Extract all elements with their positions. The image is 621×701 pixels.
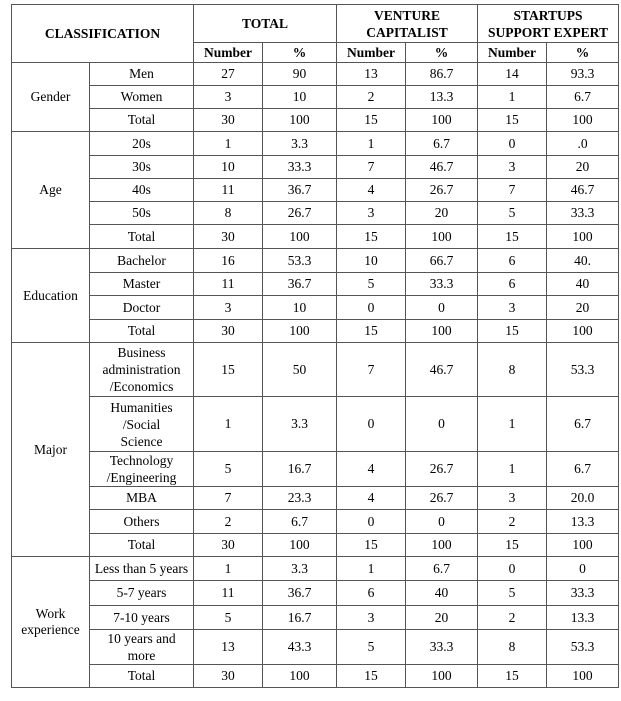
table-row	[12, 452, 619, 487]
vc-percent-cell: 100	[406, 109, 478, 132]
group-label-line: Age	[39, 182, 62, 197]
vc-number-cell: 3	[337, 606, 406, 630]
table-row	[12, 630, 619, 665]
vc-percent-cell: 6.7	[406, 557, 478, 581]
table-row	[12, 156, 619, 179]
total-percent-cell: 3.3	[263, 397, 337, 452]
ss-number-cell: 0	[478, 557, 547, 581]
vc-number-cell: 15	[337, 109, 406, 132]
row-label-line: Total	[127, 112, 156, 127]
table-row	[12, 86, 619, 109]
total-percent-cell: 6.7	[263, 510, 337, 534]
table-row	[12, 343, 619, 397]
group-label	[12, 557, 90, 688]
total-number-cell: 30	[194, 320, 263, 343]
row-label-line: /Economics	[109, 379, 174, 394]
ss-percent-cell: 6.7	[547, 397, 619, 452]
ss-percent-cell: 20	[547, 156, 619, 179]
row-label-line: 7-10 years	[113, 609, 170, 625]
row-label	[90, 397, 194, 452]
total-percent-cell: 100	[263, 225, 337, 249]
total-percent-cell: 43.3	[263, 630, 337, 665]
total-number-cell: 11	[194, 273, 263, 296]
row-label	[90, 179, 194, 202]
row-label-line: 50s	[132, 205, 151, 220]
ss-number-cell: 0	[478, 132, 547, 156]
row-label-line: Technology	[109, 453, 174, 468]
row-label	[90, 534, 194, 557]
total-percent-cell: 10	[263, 296, 337, 320]
row-label	[90, 320, 194, 343]
ss-number-header: Number	[478, 43, 547, 63]
vc-percent-cell: 46.7	[406, 343, 478, 397]
vc-number-cell: 4	[337, 179, 406, 202]
total-number-cell: 11	[194, 179, 263, 202]
row-label	[90, 581, 194, 606]
total-number-cell: 15	[194, 343, 263, 397]
row-label	[90, 249, 194, 273]
row-label-line: Master	[122, 276, 161, 291]
total-number-cell: 7	[194, 487, 263, 510]
total-percent-cell: 100	[263, 320, 337, 343]
ss-number-cell: 15	[478, 225, 547, 249]
table-row	[12, 397, 619, 452]
table-row	[12, 296, 619, 320]
row-label-line: Total	[127, 537, 156, 552]
ss-number-cell: 1	[478, 86, 547, 109]
row-label-line: /Social	[122, 416, 161, 432]
row-label	[90, 225, 194, 249]
total-percent-cell: 50	[263, 343, 337, 397]
vc-percent-cell: 46.7	[406, 156, 478, 179]
ss-percent-cell: .0	[547, 132, 619, 156]
vc-percent-cell: 13.3	[406, 86, 478, 109]
ss-number-cell: 1	[478, 397, 547, 452]
classification-table	[11, 4, 619, 688]
row-label-line: more	[127, 648, 156, 663]
row-label-line: administration	[102, 362, 181, 377]
total-number-cell: 5	[194, 452, 263, 487]
vc-percent-cell: 100	[406, 665, 478, 688]
table-row	[12, 487, 619, 510]
total-number-cell: 1	[194, 397, 263, 452]
total-number-cell: 1	[194, 132, 263, 156]
ss-number-cell: 15	[478, 109, 547, 132]
ss-number-cell: 5	[478, 581, 547, 606]
row-label-line: 30s	[132, 159, 151, 174]
vc-number-cell: 5	[337, 630, 406, 665]
ss-percent-cell: 40	[547, 273, 619, 296]
row-label-line: /Engineering	[106, 470, 177, 485]
vc-number-cell: 0	[337, 397, 406, 452]
total-number-cell: 10	[194, 156, 263, 179]
ss-number-cell: 8	[478, 630, 547, 665]
vc-percent-cell: 26.7	[406, 487, 478, 510]
group-label	[12, 343, 90, 557]
total-percent-header: %	[263, 43, 337, 63]
row-label-line: Humanities	[110, 399, 173, 415]
ss-number-cell: 3	[478, 296, 547, 320]
vc-number-cell: 13	[337, 63, 406, 86]
table-row	[12, 510, 619, 534]
vc-number-header: Number	[337, 43, 406, 63]
vc-percent-cell: 100	[406, 225, 478, 249]
row-label	[90, 156, 194, 179]
table-header	[12, 5, 619, 63]
total-number-cell: 5	[194, 606, 263, 630]
vc-percent-header: %	[406, 43, 478, 63]
table-row	[12, 606, 619, 630]
vc-number-cell: 15	[337, 534, 406, 557]
ss-number-cell: 15	[478, 534, 547, 557]
ss-percent-cell: 46.7	[547, 179, 619, 202]
total-percent-cell: 36.7	[263, 581, 337, 606]
row-label-line: Men	[129, 66, 154, 81]
vc-number-cell: 15	[337, 665, 406, 688]
total-number-cell: 3	[194, 86, 263, 109]
total-number-cell: 30	[194, 109, 263, 132]
ss-percent-cell: 6.7	[547, 86, 619, 109]
total-number-cell: 16	[194, 249, 263, 273]
ss-number-cell: 7	[478, 179, 547, 202]
group-label-line: experience	[21, 622, 80, 637]
row-label-line: Bachelor	[117, 252, 166, 268]
table-row	[12, 225, 619, 249]
ss-percent-cell: 100	[547, 320, 619, 343]
row-label	[90, 630, 194, 665]
total-number-cell: 27	[194, 63, 263, 86]
ss-number-cell: 8	[478, 343, 547, 397]
vc-percent-cell: 0	[406, 510, 478, 534]
total-percent-cell: 26.7	[263, 202, 337, 225]
group-label	[12, 63, 90, 132]
total-number-cell: 30	[194, 534, 263, 557]
total-percent-cell: 23.3	[263, 487, 337, 510]
total-number-cell: 30	[194, 225, 263, 249]
vc-percent-cell: 33.3	[406, 630, 478, 665]
row-label	[90, 343, 194, 397]
row-label	[90, 86, 194, 109]
vc-number-cell: 2	[337, 86, 406, 109]
vc-percent-cell: 0	[406, 397, 478, 452]
vc-number-cell: 4	[337, 487, 406, 510]
total-percent-cell: 3.3	[263, 132, 337, 156]
ss-percent-cell: 93.3	[547, 63, 619, 86]
vc-number-cell: 4	[337, 452, 406, 487]
row-label	[90, 296, 194, 320]
vc-number-cell: 0	[337, 296, 406, 320]
row-label-line: Science	[120, 433, 163, 449]
group-label-line: Gender	[30, 89, 71, 104]
total-number-cell: 11	[194, 581, 263, 606]
row-label	[90, 557, 194, 581]
ss-number-cell: 3	[478, 156, 547, 179]
total-percent-cell: 36.7	[263, 273, 337, 296]
vc-percent-cell: 86.7	[406, 63, 478, 86]
row-label	[90, 202, 194, 225]
row-label-line: Total	[127, 323, 156, 338]
row-label	[90, 132, 194, 156]
total-number-header: Number	[194, 43, 263, 63]
ss-percent-cell: 100	[547, 109, 619, 132]
vc-percent-cell: 26.7	[406, 452, 478, 487]
total-percent-cell: 33.3	[263, 156, 337, 179]
group-label-line: Work	[35, 606, 66, 621]
table-row	[12, 581, 619, 606]
table-row	[12, 63, 619, 86]
group-label-line: Education	[23, 287, 78, 303]
vc-percent-cell: 40	[406, 581, 478, 606]
group-label	[12, 249, 90, 343]
row-label-line: 20s	[132, 135, 151, 151]
row-label-line: 10 years and	[107, 631, 176, 646]
row-label-line: Less than 5 years	[94, 560, 189, 576]
table-row	[12, 273, 619, 296]
table-row	[12, 557, 619, 581]
total-percent-cell: 53.3	[263, 249, 337, 273]
table-body	[12, 63, 619, 688]
ss-number-cell: 15	[478, 320, 547, 343]
total-percent-cell: 10	[263, 86, 337, 109]
ss-percent-cell: 53.3	[547, 630, 619, 665]
ss-number-cell: 5	[478, 202, 547, 225]
total-percent-cell: 16.7	[263, 452, 337, 487]
vc-percent-cell: 100	[406, 320, 478, 343]
vc-percent-cell: 20	[406, 202, 478, 225]
venture-capitalist-header	[337, 5, 478, 43]
ss-percent-cell: 100	[547, 665, 619, 688]
row-label	[90, 452, 194, 487]
ss-percent-cell: 100	[547, 534, 619, 557]
row-label-line: 40s	[132, 182, 151, 197]
ss-percent-cell: 13.3	[547, 510, 619, 534]
vc-percent-cell: 33.3	[406, 273, 478, 296]
group-label	[12, 132, 90, 249]
startups-support-line-1: STARTUPS	[513, 7, 583, 23]
table-row	[12, 109, 619, 132]
classification-header: CLASSIFICATION	[12, 5, 194, 63]
startups-support-expert-header	[478, 5, 619, 43]
vc-percent-cell: 6.7	[406, 132, 478, 156]
startups-support-line-2: SUPPORT EXPERT	[488, 24, 608, 40]
row-label-line: Others	[123, 513, 160, 529]
table-row	[12, 665, 619, 688]
row-label-line: Total	[127, 228, 156, 244]
total-percent-cell: 100	[263, 534, 337, 557]
table-row	[12, 179, 619, 202]
ss-percent-cell: 33.3	[547, 581, 619, 606]
vc-number-cell: 1	[337, 132, 406, 156]
row-label-line: Business	[117, 345, 166, 360]
vc-percent-cell: 66.7	[406, 249, 478, 273]
venture-capitalist-line-2: CAPITALIST	[366, 24, 448, 40]
vc-number-cell: 0	[337, 510, 406, 534]
vc-number-cell: 1	[337, 557, 406, 581]
table-row	[12, 534, 619, 557]
total-percent-cell: 16.7	[263, 606, 337, 630]
row-label-line: MBA	[126, 490, 157, 505]
row-label	[90, 510, 194, 534]
vc-number-cell: 3	[337, 202, 406, 225]
row-label	[90, 109, 194, 132]
total-number-cell: 8	[194, 202, 263, 225]
total-percent-cell: 100	[263, 109, 337, 132]
group-label-line: Major	[34, 441, 67, 457]
vc-number-cell: 7	[337, 343, 406, 397]
table-row	[12, 249, 619, 273]
ss-percent-header: %	[547, 43, 619, 63]
row-label-line: 5-7 years	[116, 585, 167, 600]
vc-number-cell: 6	[337, 581, 406, 606]
total-percent-cell: 3.3	[263, 557, 337, 581]
ss-number-cell: 2	[478, 510, 547, 534]
venture-capitalist-line-1: VENTURE	[373, 7, 440, 23]
ss-percent-cell: 100	[547, 225, 619, 249]
ss-percent-cell: 53.3	[547, 343, 619, 397]
vc-number-cell: 5	[337, 273, 406, 296]
row-label-line: Women	[120, 89, 163, 104]
vc-percent-cell: 0	[406, 296, 478, 320]
total-number-cell: 3	[194, 296, 263, 320]
ss-percent-cell: 13.3	[547, 606, 619, 630]
table-row	[12, 320, 619, 343]
ss-number-cell: 6	[478, 249, 547, 273]
row-label	[90, 606, 194, 630]
row-label	[90, 273, 194, 296]
total-header: TOTAL	[194, 5, 337, 43]
ss-percent-cell: 6.7	[547, 452, 619, 487]
vc-percent-cell: 20	[406, 606, 478, 630]
vc-number-cell: 15	[337, 320, 406, 343]
ss-percent-cell: 0	[547, 557, 619, 581]
total-percent-cell: 100	[263, 665, 337, 688]
ss-number-cell: 2	[478, 606, 547, 630]
ss-percent-cell: 20.0	[547, 487, 619, 510]
ss-number-cell: 1	[478, 452, 547, 487]
row-label	[90, 487, 194, 510]
vc-number-cell: 10	[337, 249, 406, 273]
row-label	[90, 665, 194, 688]
ss-percent-cell: 40.	[547, 249, 619, 273]
table-row	[12, 132, 619, 156]
total-percent-cell: 90	[263, 63, 337, 86]
row-label-line: Total	[127, 668, 156, 683]
ss-percent-cell: 33.3	[547, 202, 619, 225]
ss-number-cell: 3	[478, 487, 547, 510]
total-number-cell: 1	[194, 557, 263, 581]
vc-number-cell: 15	[337, 225, 406, 249]
vc-percent-cell: 100	[406, 534, 478, 557]
total-number-cell: 30	[194, 665, 263, 688]
row-label-line: Doctor	[122, 299, 161, 315]
ss-number-cell: 15	[478, 665, 547, 688]
total-percent-cell: 36.7	[263, 179, 337, 202]
ss-percent-cell: 20	[547, 296, 619, 320]
table-row	[12, 202, 619, 225]
total-number-cell: 13	[194, 630, 263, 665]
ss-number-cell: 6	[478, 273, 547, 296]
ss-number-cell: 14	[478, 63, 547, 86]
vc-percent-cell: 26.7	[406, 179, 478, 202]
row-label	[90, 63, 194, 86]
total-number-cell: 2	[194, 510, 263, 534]
vc-number-cell: 7	[337, 156, 406, 179]
